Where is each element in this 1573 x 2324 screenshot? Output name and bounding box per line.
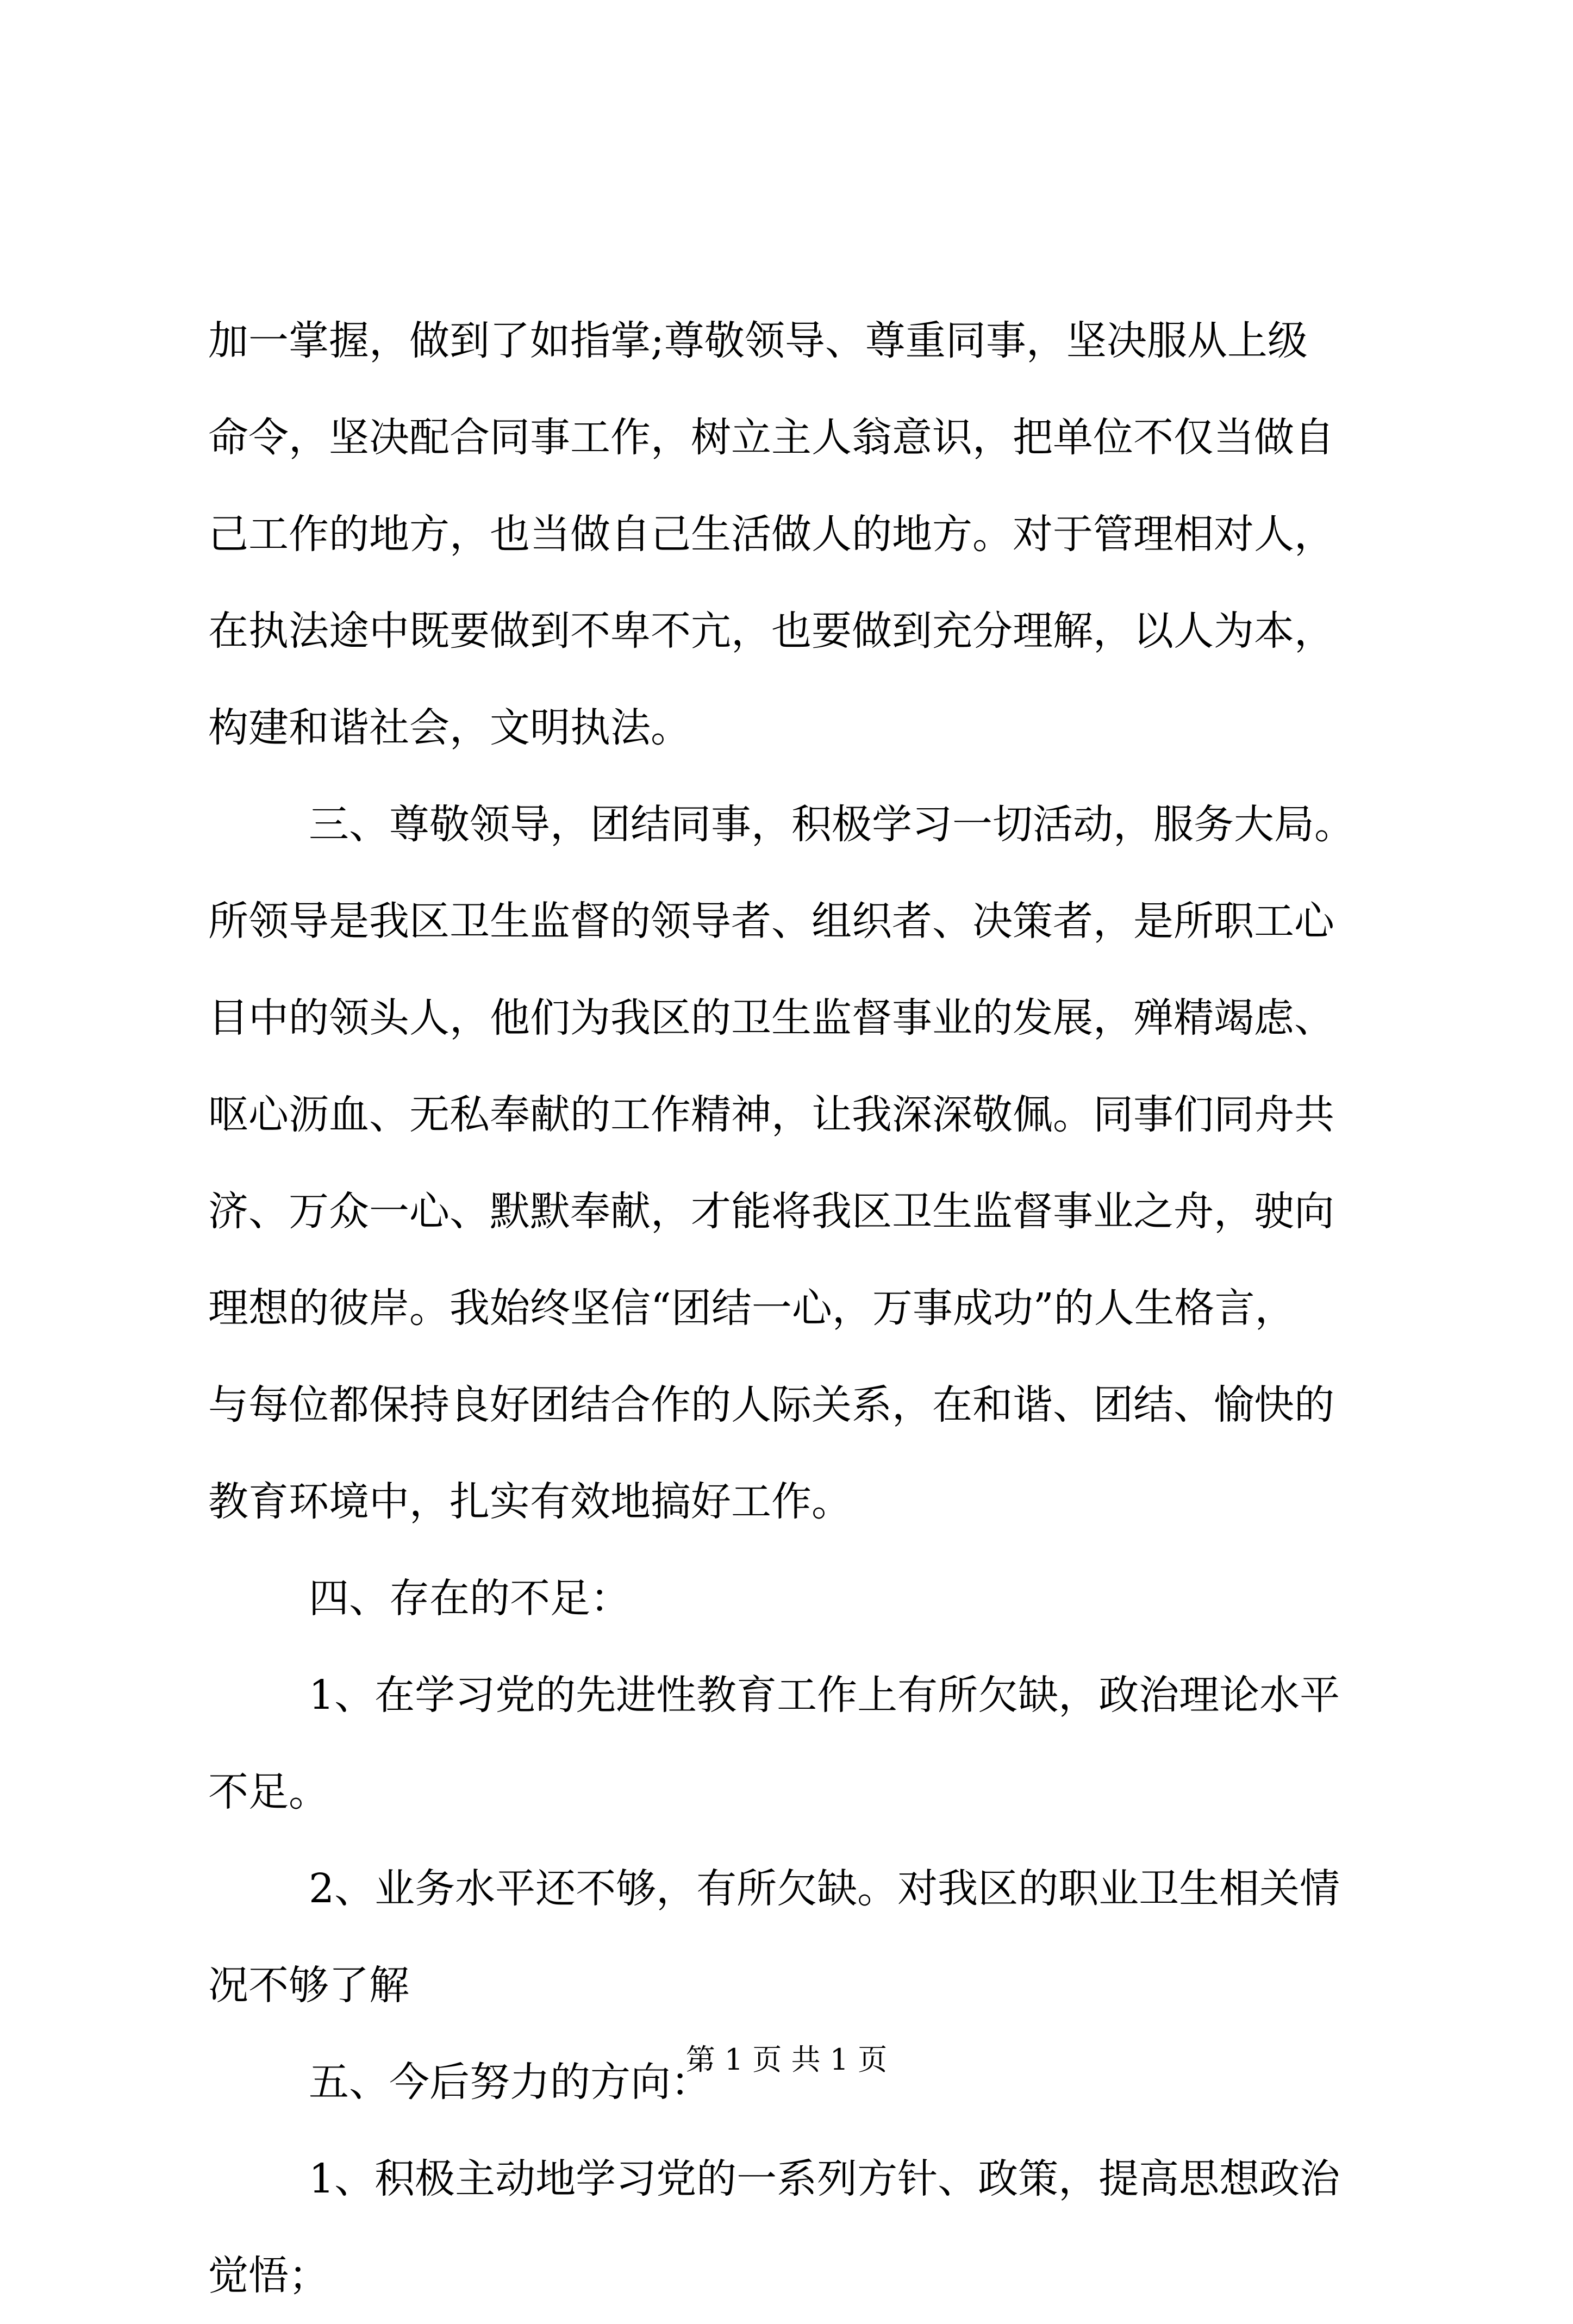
body-text-line: 所领导是我区卫生监督的领导者、组织者、决策者，是所职工心 [208,898,1334,945]
body-text-line: 构建和谐社会，文明执法。 [208,704,691,751]
body-text-line: 目中的领头人，他们为我区的卫生监督事业的发展，殚精竭虑、 [208,995,1334,1041]
body-text-line: 觉悟； [208,2252,329,2299]
page-footer: 第 1 页 共 1 页 [685,2042,888,2077]
list-item-line: 1、在学习党的先进性教育工作上有所欠缺，政治理论水平 [309,1672,1340,1719]
document-body [208,292,1404,2324]
body-text-line: 济、万众一心、默默奉献，才能将我区卫生监督事业之舟，驶向 [208,1188,1334,1235]
section-heading-line: 五、今后努力的方向： [309,2059,711,2106]
section-heading-line: 四、存在的不足： [309,1575,631,1622]
body-text-line: 在执法途中既要做到不卑不亢，也要做到充分理解，以人为本， [208,608,1334,654]
body-text-line: 己工作的地方，也当做自己生活做人的地方。对于管理相对人， [208,511,1334,558]
section-heading-line: 三、尊敬领导，团结同事，积极学习一切活动，服务大局。 [309,801,1354,848]
body-text-line: 不足。 [208,1769,329,1815]
list-item-line: 2、业务水平还不够，有所欠缺。对我区的职业卫生相关情 [309,1865,1340,1912]
body-text-line: 教育环境中，扎实有效地搞好工作。 [208,1478,852,1525]
body-text-line: 理想的彼岸。我始终坚信“团结一心，万事成功”的人生格言， [208,1285,1295,1332]
body-text-line: 与每位都保持良好团结合作的人际关系，在和谐、团结、愉快的 [208,1382,1334,1428]
body-text-line: 况不够了解 [208,1962,409,2009]
body-text-line: 命令，坚决配合同事工作，树立主人翁意识，把单位不仅当做自 [208,414,1334,461]
body-text-line: 加一掌握，做到了如指掌;尊敬领导、尊重同事，坚决服从上级 [208,317,1308,364]
body-text-line: 呕心沥血、无私奉献的工作精神，让我深深敬佩。同事们同舟共 [208,1091,1334,1138]
list-item-line: 1、积极主动地学习党的一系列方针、政策，提高思想政治 [309,2156,1340,2202]
